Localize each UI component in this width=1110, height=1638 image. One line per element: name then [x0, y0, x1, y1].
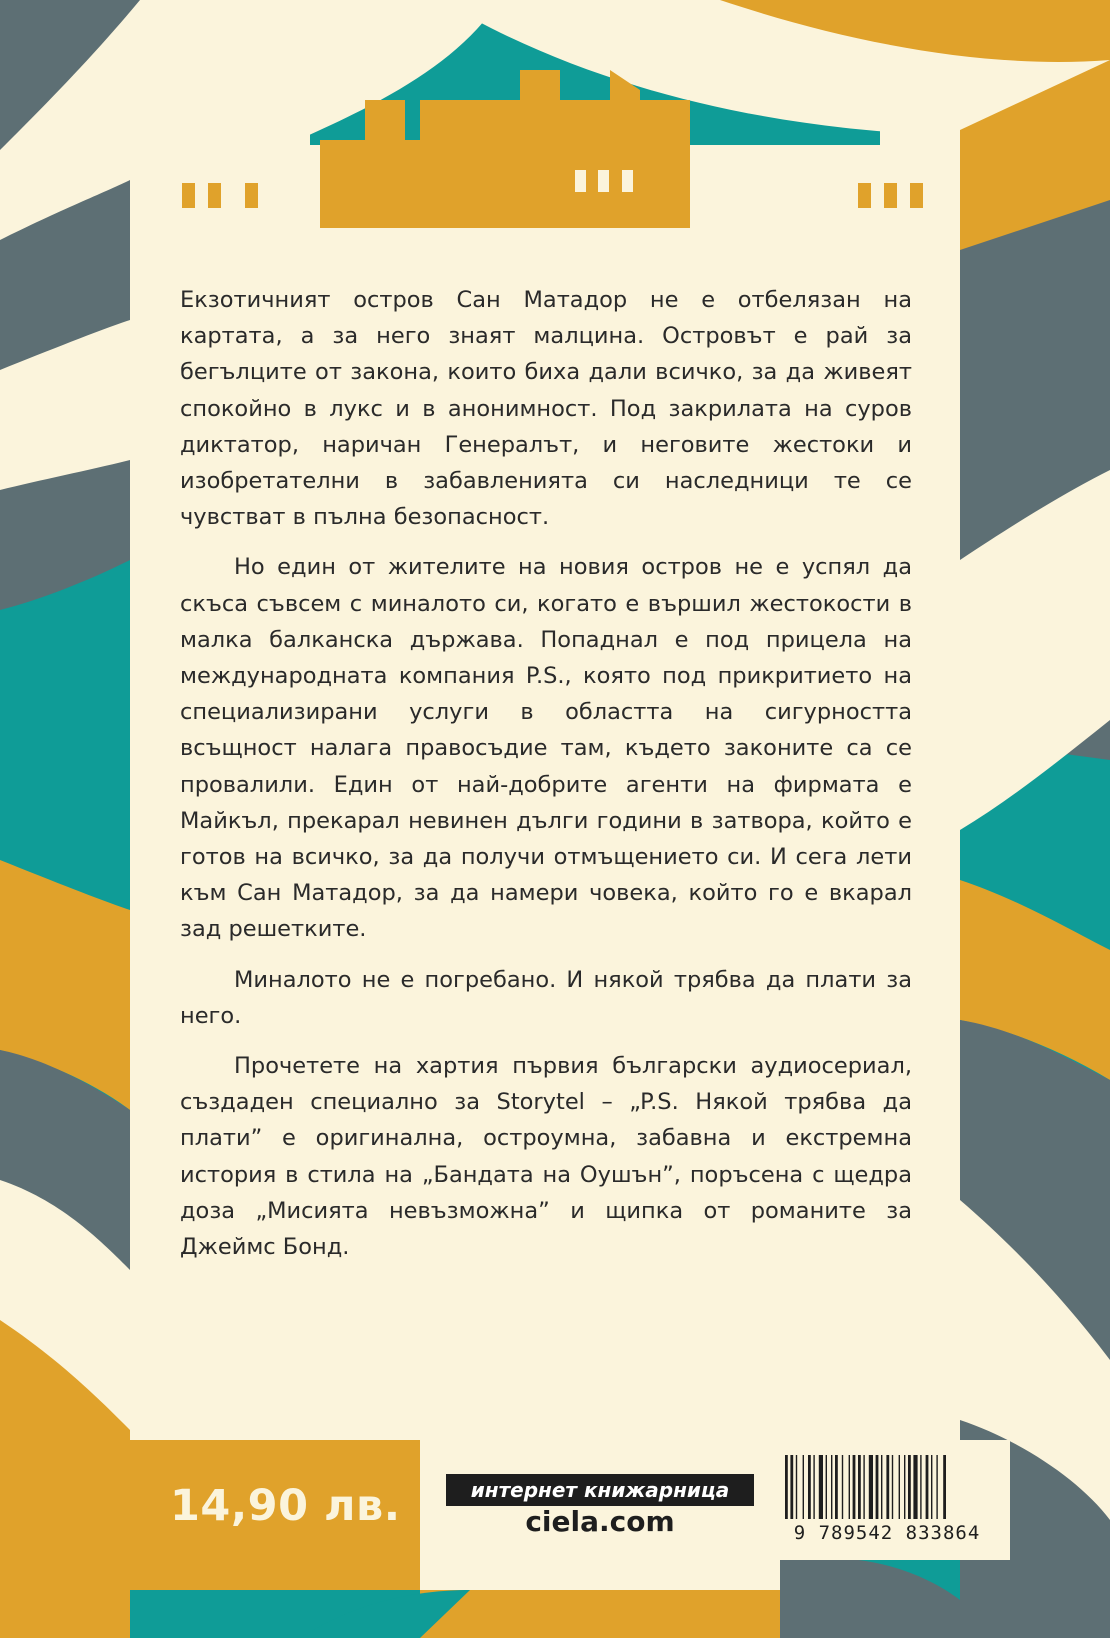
- back-cover-blurb: [180, 282, 912, 1279]
- barcode-bar: [853, 1455, 856, 1519]
- window: [858, 183, 871, 208]
- barcode-bar: [931, 1455, 932, 1519]
- blurb-paragraph: Но един от жителите на новия остров не е успял да скъса съвсем с миналото си, когато е вършил жестокости в малка балканска държава. Попаднал е под прицела на международната компания P.S., която под прикритието на специализирани услуги в областта на сигурността всъщност налага правосъдие там, където законите са се провалили. Един от най-добрите агенти на фирмата е Майкъл, прекарал невинен дълги години в затвора, който е готов на всичко, за да получи отмъщението си. И сега лети към Сан Матадор, за да намери човека, който го е вкарал зад решетките.: [180, 554, 912, 943]
- barcode-bar: [831, 1455, 832, 1519]
- barcode-bars: [783, 1455, 991, 1527]
- window: [884, 183, 897, 208]
- isbn-number: 9 789542 833864: [793, 1522, 981, 1544]
- band-mustard-bottom: [420, 1590, 780, 1638]
- window: [622, 170, 633, 192]
- blurb-paragraph: Миналото не е погребано. И някой трябва да плати за него.: [180, 966, 912, 1029]
- barcode-bar: [876, 1455, 879, 1519]
- price-label: 14,90 лв.: [170, 1481, 401, 1531]
- window: [208, 183, 221, 208]
- barcode-bar: [858, 1455, 861, 1519]
- barcode-bar: [790, 1455, 793, 1519]
- barcode-bar: [849, 1455, 850, 1519]
- window: [598, 170, 609, 192]
- window: [182, 183, 195, 208]
- barcode-bar: [904, 1455, 905, 1519]
- store-label: интернет книжарница: [446, 1474, 754, 1506]
- barcode-bar: [926, 1455, 929, 1519]
- barcode-bar: [892, 1455, 893, 1519]
- barcode-bar: [899, 1455, 900, 1519]
- barcode-bar: [881, 1455, 882, 1519]
- window: [575, 170, 586, 192]
- barcode-bar: [863, 1455, 864, 1519]
- barcode-bar: [796, 1455, 797, 1519]
- barcode-bar: [886, 1455, 889, 1519]
- barcode-bar: [785, 1455, 788, 1519]
- barcode-bar: [826, 1455, 827, 1519]
- barcode-bar: [803, 1455, 804, 1519]
- barcode-bar: [808, 1455, 811, 1519]
- barcode-bar: [936, 1455, 937, 1519]
- blurb-paragraph: Екзотичният остров Сан Матадор не е отбелязан на картата, а за него знаят малцина. Островът е рай за бегълците от закона, които биха дали всичко, за да живеят спокойно в лукс и в анонимност. Под закрилата на суров диктатор, наричан Генералът, и неговите жестоки и изобретателни в забавленията си наследници те се чувстват в пълна безопасност.: [180, 287, 912, 531]
- barcode-bar: [819, 1455, 823, 1519]
- window: [245, 183, 258, 208]
- barcode-bar: [835, 1455, 838, 1519]
- window: [910, 183, 923, 208]
- barcode-bar: [913, 1455, 917, 1519]
- blurb-paragraph: Прочетете на хартия първия български аудиосериал, създаден специално за Storytel – „P.S. Някой трябва да плати” е оригинална, остроумна, забавна и екстремна история в стила на „Бандата на Оушън”, поръсена с щедра доза „Мисията невъзможна” и щипка от романите за Джеймс Бонд.: [180, 1053, 912, 1261]
- barcode-bar: [943, 1455, 946, 1519]
- barcode-bar: [869, 1455, 873, 1519]
- barcode-bar: [842, 1455, 843, 1519]
- store-url[interactable]: ciela.com: [525, 1505, 675, 1538]
- barcode-bar: [908, 1455, 911, 1519]
- barcode-bar: [813, 1455, 814, 1519]
- barcode-bar: [920, 1455, 921, 1519]
